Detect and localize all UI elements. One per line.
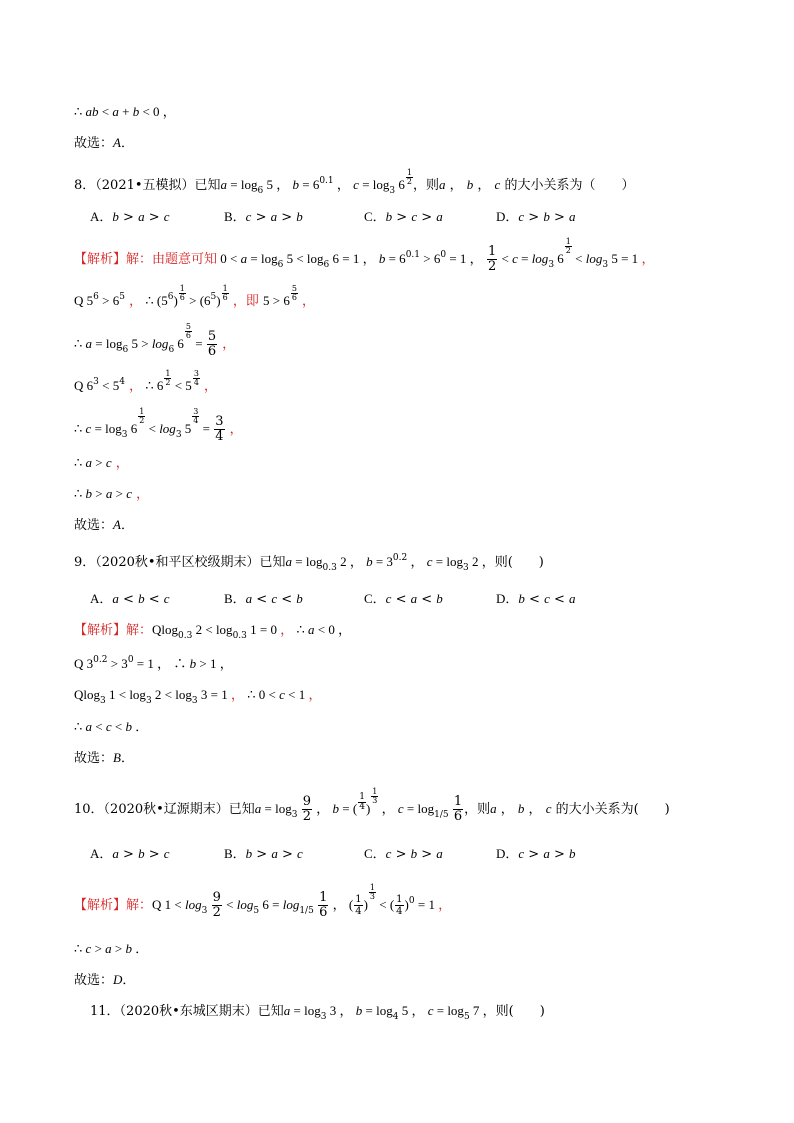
- option-c[interactable]: C．b > c > a: [364, 209, 443, 225]
- option-d[interactable]: D．b < c < a: [496, 591, 576, 607]
- option-b[interactable]: B．b > a > c: [224, 846, 303, 862]
- answer-8: 故选：A．: [74, 517, 134, 533]
- analysis-10-line-2: ∴ c > a > b ．: [74, 941, 149, 956]
- option-a[interactable]: A．b > a > c: [90, 209, 170, 225]
- analysis-8-line-5: ∴ $c = \log_3 6$ $\frac{1}{2}$ < $\log_3 5$ $\frac{3}{4}$ = $\frac{3}{4}$ ，: [74, 407, 243, 444]
- analysis-8-line-2: Q $5^6 > 6^5$ ， ∴ $(5^6)$ $\frac{1}{6}$ > $(6^5)$ $\frac{1}{6}$ ，即 5 > 6 $\frac{5}{6}$ ，: [74, 284, 316, 309]
- analysis-9-line-2: Q $3^{0.2} > 3^0 = 1$ ， ∴ b > 1 ，: [74, 655, 233, 671]
- option-b[interactable]: B．c > a > b: [224, 209, 303, 225]
- option-c[interactable]: C．c < a < b: [364, 591, 443, 607]
- analysis-10-line-1: 【解析】解：Q $1 < \log_3$ $\frac{9}{2}$ < $\log_5 6 = \log_{1/5}$ $\frac{1}{6}$ ， ( $\frac{1}{4}$ ) $\frac{1}{3}$ < ( $\frac{1}{4}$ )$^0$ = 1 ，: [74, 883, 452, 920]
- answer-line: 故选：A．: [74, 135, 134, 151]
- answer-9: 故选：B．: [74, 750, 134, 766]
- solution-line: ∴ ab < a + b < 0 ，: [74, 104, 176, 119]
- option-b[interactable]: B．a < c < b: [224, 591, 303, 607]
- option-d[interactable]: D．c > a > b: [496, 846, 576, 862]
- analysis-8-line-6: ∴ a > c ，: [74, 455, 129, 471]
- option-c[interactable]: C．c > b > a: [364, 846, 443, 862]
- option-a[interactable]: A．a < b < c: [90, 591, 170, 607]
- problem-11: 11．（2020秋•东城区期末）已知$a = \log_3 3$ ， $b = \log_4 5$ ， $c = \log_5 7$ ，则( ): [90, 1003, 545, 1022]
- analysis-9-line-1: 【解析】解：Qlog$_{0.3}$ $2 < \log_{0.3} 1 = 0$ ， ∴ a < 0 ，: [74, 622, 352, 641]
- analysis-9-line-3: Qlog$_3$ $1 < \log_3 2 < \log_3 3 = 1$ ， ∴ 0 < c < 1 ，: [74, 687, 322, 706]
- option-d[interactable]: D．c > b > a: [496, 209, 576, 225]
- option-a[interactable]: A．a > b > c: [90, 846, 170, 862]
- analysis-9-line-4: ∴ a < c < b ．: [74, 719, 149, 734]
- problem-8: 8．（2021•五模拟）已知$a = \log_6 5$ ， $b = 6^{0.1}$ ， $c = \log_3 6$ $\frac{1}{2}$ ，则a ， b ， c 的大小关系为（ ）: [74, 168, 635, 196]
- analysis-8-line-3: ∴ $a = \log_6 5 > \log_6 6$ $\frac{5}{6}$ = $\frac{5}{6}$ ，: [74, 322, 236, 359]
- analysis-8-line-4: Q $6^3 < 5^4$ ， ∴ 6 $\frac{1}{2}$ < 5 $\frac{3}{4}$ ，: [74, 369, 218, 394]
- answer-10: 故选：D．: [74, 972, 136, 988]
- analysis-8-line-1: 【解析】解：由题意可知 $0 < a = \log_6 5 < \log_6 6 = 1$ ， $b = 6^{0.1} > 6^0 = 1$ ， $\frac{1}{2}$ < $c = \log_3 6$ $\frac{1}{2}$ < $\log_3 5 = 1$ ，: [74, 237, 655, 274]
- analysis-8-line-7: ∴ b > a > c ，: [74, 486, 150, 502]
- problem-9: 9．（2020秋•和平区校级期末）已知$a = \log_{0.3} 2$ ， $b = 3^{0.2}$ ， $c = \log_3 2$ ，则( ): [74, 553, 544, 573]
- problem-10: 10．（2020秋•辽源期末）已知$a = \log_3$ $\frac{9}{2}$ ， b = ( $\frac{1}{4}$ ) $\frac{1}{3}$ ， $c = \log_{1/5}$ $\frac{1}{6}$ ，则a ， b ， c 的大小关系为( ): [74, 787, 670, 824]
